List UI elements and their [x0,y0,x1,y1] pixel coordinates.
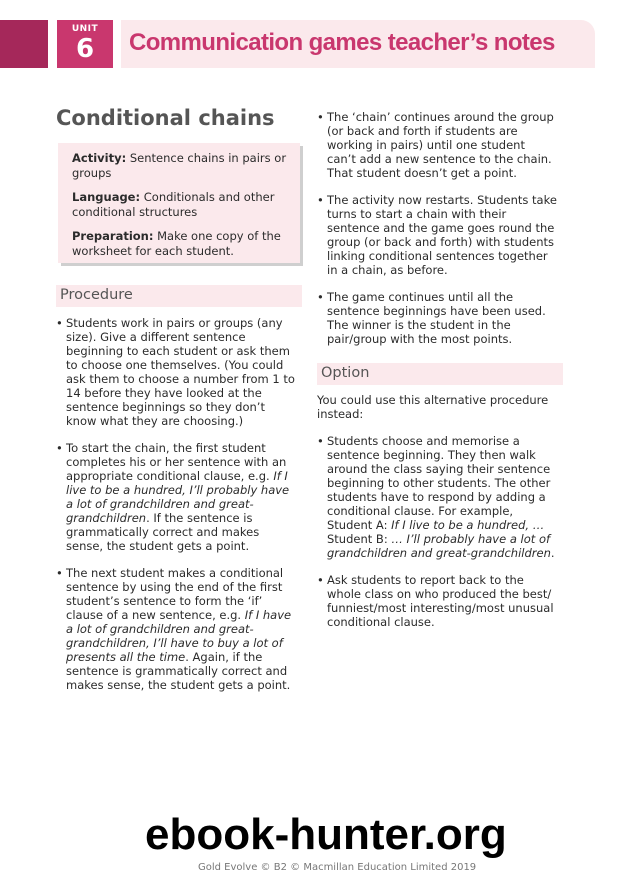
list-item-text: The activity now restarts. Students take turns to start a chain with their sentence and the game goes round the group (or back and forth) with students linking conditional sentences together in a chain, as before. [327,193,557,277]
procedure-list-continued [317,110,557,346]
list-item [317,110,557,180]
preparation-line [72,229,294,258]
unit-badge [57,20,113,68]
procedure-heading: Procedure [60,287,133,303]
language-text: Conditionals and other conditional structures [72,190,275,219]
example-text: … I’ll probably have a lot of grandchildren and great-grandchildren [327,532,551,560]
option-heading: Option [321,365,370,381]
header-band [121,20,595,68]
language-label: Language: [72,190,141,204]
list-item [56,566,296,692]
right-column-option [317,393,557,642]
header-accent-block [0,20,48,68]
option-heading-bar [317,363,563,385]
procedure-heading-bar [56,285,302,307]
list-item [56,441,296,553]
list-item-text: The game continues until all the sentence beginnings have been used. The winner is the student in the pair/group with the most points. [327,290,546,346]
preparation-label: Preparation: [72,229,154,243]
example-text: If I live to be a hundred, … [391,518,545,532]
activity-text: Sentence chains in pairs or groups [72,151,287,180]
student-a-label: Student A: [327,518,392,532]
list-item-text: The ‘chain’ continues around the group (or back and forth if students are working in pairs) until one student can’t add a new sentence to the chain. That student doesn’t get a point. [327,110,554,180]
preparation-text: Make one copy of the worksheet for each student. [72,229,281,258]
list-item-text: . Again, if the sentence is grammatically correct and makes sense, the student gets a point. [66,650,291,692]
activity-line [72,151,294,180]
list-item [317,290,557,346]
list-item-text: Students choose and memorise a sentence beginning. They then walk around the class saying their sentence beginning to other students. The other students have to respond by adding a conditional clause. For example, [327,434,551,518]
option-intro: You could use this alternative procedure instead: [317,393,549,421]
procedure-list [56,316,296,692]
list-item-text: Ask students to report back to the whole class on who produced the best/ funniest/most interesting/most unusual conditional clause. [327,573,554,629]
example-text: If I have a lot of grandchildren and great-grandchildren, I’ll have to buy a lot of presents all the time [66,608,292,664]
list-item-text: To start the chain, the first student completes his or her sentence with an appropriate conditional clause, e.g. [66,441,287,483]
language-line [72,190,294,219]
example-text: If I live to be a hundred, I’ll probably have a lot of grandchildren and great-grandchildren [66,469,290,525]
watermark: ebook-hunter.org [145,810,507,859]
unit-label: UNIT [71,24,99,34]
copyright-footer: Gold Evolve © B2 © Macmillan Education Limited 2019 [198,862,477,873]
list-item-text: Students work in pairs or groups (any size). Give a different sentence beginning to each student or ask them to choose one themselves. (You could ask them to choose a number from 1 to 14 before they have looked at the sentence beginnings so they don’t know what they are choosing.) [66,316,295,428]
activity-label: Activity: [72,151,127,165]
list-item [56,316,296,428]
left-column [56,316,296,705]
list-item-text: . [550,546,555,560]
student-b-label: Student B: [327,532,392,546]
page-title: Conditional chains [56,106,275,130]
right-column-procedure [317,110,557,359]
activity-box [58,143,300,263]
option-list [317,434,557,629]
list-item [317,434,557,560]
unit-number: 6 [75,34,95,64]
list-item [317,193,557,277]
list-item-text: The next student makes a conditional sentence by using the end of the first student’s sentence to form the ‘if’ clause of a new sentence, e.g. [66,566,284,622]
header-title: Communication games teacher’s notes [129,29,555,56]
list-item-text: . If the sentence is grammatically correct and makes sense, the student gets a point. [66,511,260,553]
list-item [317,573,557,629]
